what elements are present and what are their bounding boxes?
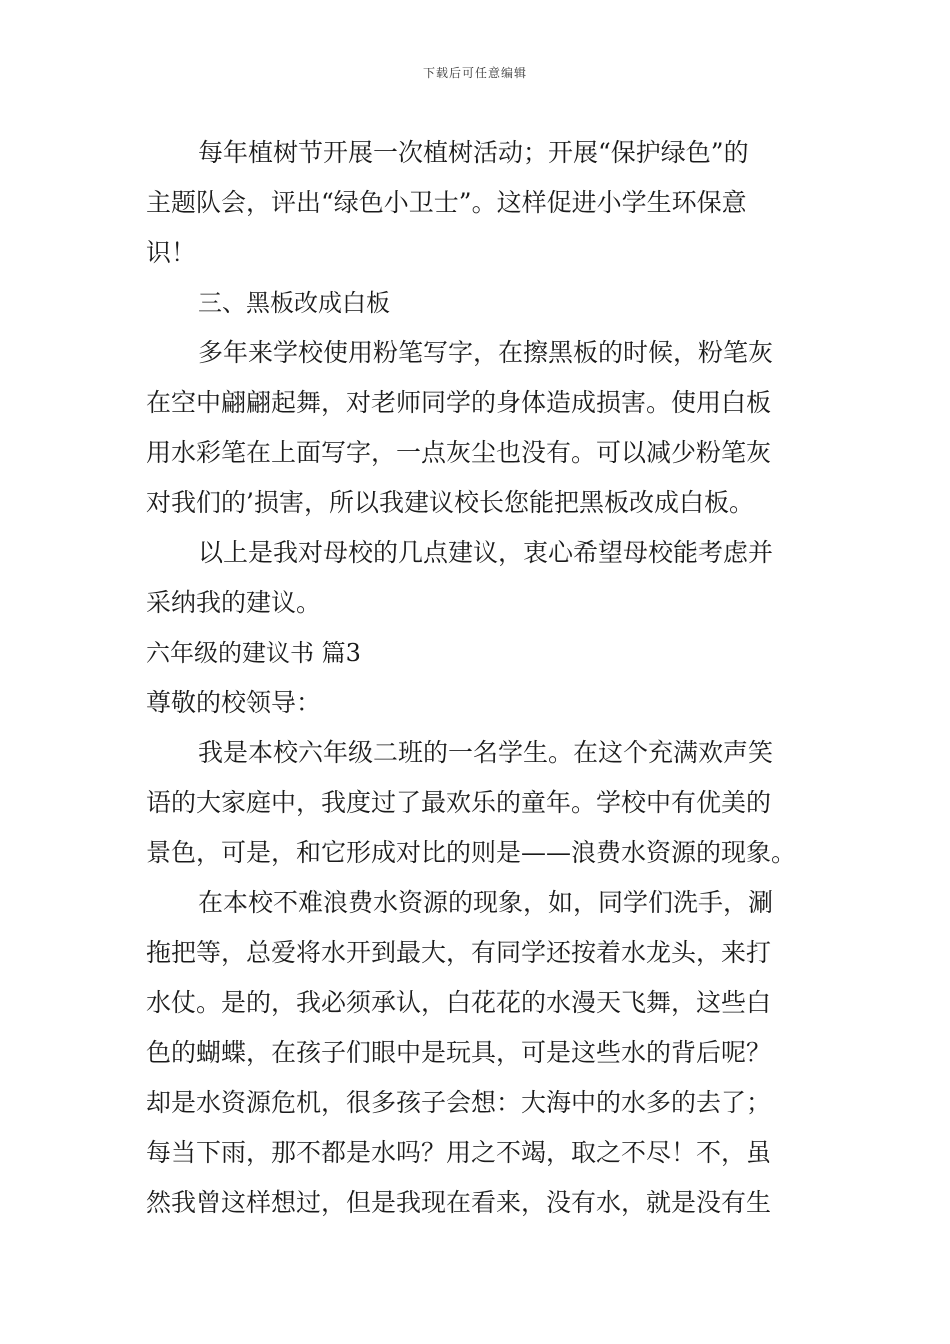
paragraph-line: 用水彩笔在上面写字，一点灰尘也没有。可以减少粉笔灰 [146,438,772,467]
paragraph-line: 景色，可是，和它形成对比的则是——浪费水资源的现象。 [146,838,797,867]
paragraph-line: 在空中翩翩起舞，对老师同学的身体造成损害。使用白板 [146,388,772,417]
paragraph-line: 每年植树节开展一次植树活动；开展“保护绿色”的 [198,138,749,167]
header-note: 下载后可任意编辑 [422,66,527,80]
paragraph-line: 采纳我的建议。 [146,588,322,617]
paragraph-line: 色的蝴蝶，在孩子们眼中是玩具，可是这些水的背后呢？ [146,1038,772,1067]
salutation: 尊敬的校领导： [146,688,322,717]
paragraph-line: 我是本校六年级二班的一名学生。在这个充满欢声笑 [198,738,774,767]
paragraph-line: 多年来学校使用粉笔写字，在擦黑板的时候，粉笔灰 [198,338,774,367]
paragraph-line: 拖把等，总爱将水开到最大，有同学还按着水龙头，来打 [146,938,772,967]
section-heading: 三、黑板改成白板 [198,289,390,317]
article-title: 六年级的建议书 篇3 [146,639,361,667]
paragraph-line: 每当下雨，那不都是水吗？用之不竭，取之不尽！不，虽 [146,1138,772,1167]
paragraph-line: 在本校不难浪费水资源的现象，如，同学们洗手，涮 [198,888,774,917]
paragraph-line: 对我们的’损害，所以我建议校长您能把黑板改成白板。 [146,488,754,517]
paragraph-line: 水仗。是的，我必须承认，白花花的水漫天飞舞，这些白 [146,988,772,1017]
paragraph-line: 识！ [146,238,197,267]
paragraph-line: 却是水资源危机，很多孩子会想：大海中的水多的去了； [146,1088,772,1117]
paragraph-line: 主题队会，评出“绿色小卫士”。这样促进小学生环保意 [146,188,747,217]
document-body [146,128,808,1228]
paragraph-line: 语的大家庭中，我度过了最欢乐的童年。学校中有优美的 [146,788,772,817]
paragraph-line: 以上是我对母校的几点建议，衷心希望母校能考虑并 [198,538,774,567]
paragraph-line: 然我曾这样想过，但是我现在看来，没有水，就是没有生 [146,1188,772,1217]
